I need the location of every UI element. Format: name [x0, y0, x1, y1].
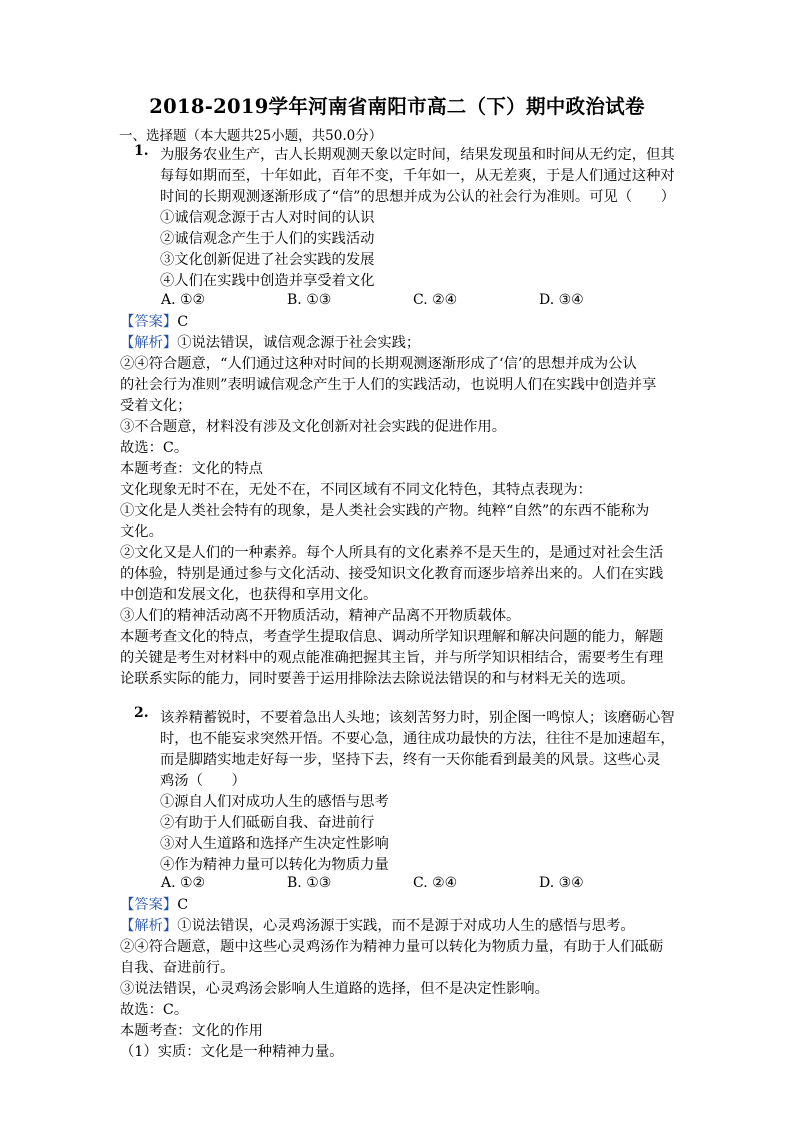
- q2-analysis-line: ②④符合题意，题中这些心灵鸡汤作为精神力量可以转化为物质力量，有助于人们砥砺: [120, 939, 664, 955]
- q2-analysis-text: ①说法错误，心灵鸡汤源于实践，而不是源于对成功人生的感悟与思考。: [177, 918, 635, 934]
- q1-analysis-line: 论联系实际的能力，同时要善于运用排除法去除说法错误的和与材料无关的选项。: [120, 671, 635, 687]
- q1-analysis-row-1: [120, 333, 420, 353]
- q2-option-b: B. ①③: [287, 875, 332, 891]
- q1-stem-line-1: 为服务农业生产，古人长期观测天象以定时间，结果发现虽和时间从无约定，但其: [160, 147, 675, 163]
- q1-analysis-line: 文化。: [120, 524, 163, 540]
- q2-option-a: A. ①②: [161, 875, 206, 891]
- q2-option-d: D. ③④: [539, 875, 584, 891]
- q1-analysis-line: 受着文化；: [120, 398, 192, 414]
- q1-statement-2: ②诚信观念产生于人们的实践活动: [160, 231, 375, 247]
- q1-analysis-tag: 【解析】: [120, 335, 178, 351]
- q1-analysis-line: 本题考查：文化的特点: [120, 461, 263, 477]
- q1-option-a: A. ①②: [161, 292, 206, 308]
- q1-analysis-text: ①说法错误，诚信观念源于社会实践；: [177, 335, 421, 351]
- q2-analysis-line: 故选：C。: [120, 1002, 189, 1018]
- q2-analysis-line: 本题考查：文化的作用: [120, 1023, 263, 1039]
- q2-stem-line-3: 而是脚踏实地走好每一步，坚持下去，终有一天你能看到最美的风景。这些心灵: [160, 752, 661, 768]
- q1-option-d: D. ③④: [539, 292, 584, 308]
- q1-stem-line-3: 时间的长期观测逐渐形成了“信”的思想并成为公认的社会行为准则。可见（ ）: [160, 189, 676, 205]
- q1-analysis-line: 中创造和发展文化，也获得和享用文化。: [120, 587, 378, 603]
- q1-analysis-line: ②④符合题意，“人们通过这种对时间的长期观测逐渐形成了‘信’的思想并成为公认: [120, 356, 637, 372]
- page-title: 2018-2019学年河南省南阳市高二（下）期中政治试卷: [149, 95, 645, 118]
- q1-analysis-line: 的社会行为准则”表明诚信观念产生于人们的实践活动，也说明人们在实践中创造并享: [120, 377, 657, 393]
- q2-stem-line-2: 时，也不能妄求突然开悟。不要心急，通往成功最快的方法，往往不是加速超车，: [160, 731, 675, 747]
- q2-stem-line-4: 鸡汤（ ）: [160, 773, 246, 789]
- q2-stem-line-1: 该养精蓄锐时，不要着急出人头地；该刻苦努力时，别企图一鸣惊人；该磨砺心智: [160, 710, 675, 726]
- q1-answer-row: [120, 312, 188, 332]
- q2-analysis-line: （1）实质：文化是一种精神力量。: [120, 1044, 344, 1060]
- q1-analysis-line: 本题考查文化的特点，考查学生提取信息、调动所学知识理解和解决问题的能力，解题: [120, 629, 664, 645]
- q2-option-c: C. ②④: [413, 875, 458, 891]
- q2-statement-2: ②有助于人们砥砺自我、奋进前行: [160, 815, 375, 831]
- q2-analysis-row-1: [120, 916, 635, 936]
- q1-analysis-line: 文化现象无时不在，无处不在，不同区域有不同文化特色，其特点表现为：: [120, 482, 592, 498]
- question-number-2: 2.: [134, 705, 149, 721]
- q2-statement-4: ④作为精神力量可以转化为物质力量: [160, 857, 389, 873]
- q1-analysis-line: 的关键是考生对材料中的观点能准确把握其主旨，并与所学知识相结合，需要考生有理: [120, 650, 664, 666]
- q2-analysis-line: ③说法错误，心灵鸡汤会影响人生道路的选择，但不是决定性影响。: [120, 981, 549, 997]
- q1-statement-3: ③文化创新促进了社会实践的发展: [160, 252, 375, 268]
- q2-statement-1: ①源自人们对成功人生的感悟与思考: [160, 794, 389, 810]
- q1-analysis-line: ①文化是人类社会特有的现象，是人类社会实践的产物。纯粹“自然”的东西不能称为: [120, 503, 650, 519]
- q1-answer-tag: 【答案】: [120, 314, 178, 330]
- q1-statement-1: ①诚信观念源于古人对时间的认识: [160, 210, 375, 226]
- q1-analysis-line: ③人们的精神活动离不开物质活动，精神产品离不开物质载体。: [120, 608, 521, 624]
- q2-statement-3: ③对人生道路和选择产生决定性影响: [160, 836, 389, 852]
- q2-answer-value: C: [177, 897, 189, 913]
- q2-answer-row: [120, 895, 188, 915]
- q1-stem-line-2: 每每如期而至，十年如此，百年不变，千年如一，从无差爽，于是人们通过这种对: [160, 168, 675, 184]
- question-number-1: 1.: [134, 143, 149, 159]
- q2-analysis-tag: 【解析】: [120, 918, 178, 934]
- q2-analysis-line: 自我、奋进前行。: [120, 960, 235, 976]
- q1-analysis-line: ③不合题意，材料没有涉及文化创新对社会实践的促进作用。: [120, 419, 507, 435]
- q1-option-b: B. ①③: [287, 292, 332, 308]
- section-header: 一、选择题（本大题共25小题，共50.0分）: [119, 128, 383, 144]
- q1-option-c: C. ②④: [413, 292, 458, 308]
- q2-answer-tag: 【答案】: [120, 897, 178, 913]
- q1-analysis-line: 的体验，特别是通过参与文化活动、接受知识文化教育而逐步培养出来的。人们在实践: [120, 566, 664, 582]
- q1-statement-4: ④人们在实践中创造并享受着文化: [160, 273, 375, 289]
- q1-analysis-line: ②文化又是人们的一种素养。每个人所具有的文化素养不是天生的，是通过对社会生活: [120, 545, 664, 561]
- q1-analysis-line: 故选：C。: [120, 440, 189, 456]
- q1-answer-value: C: [177, 314, 189, 330]
